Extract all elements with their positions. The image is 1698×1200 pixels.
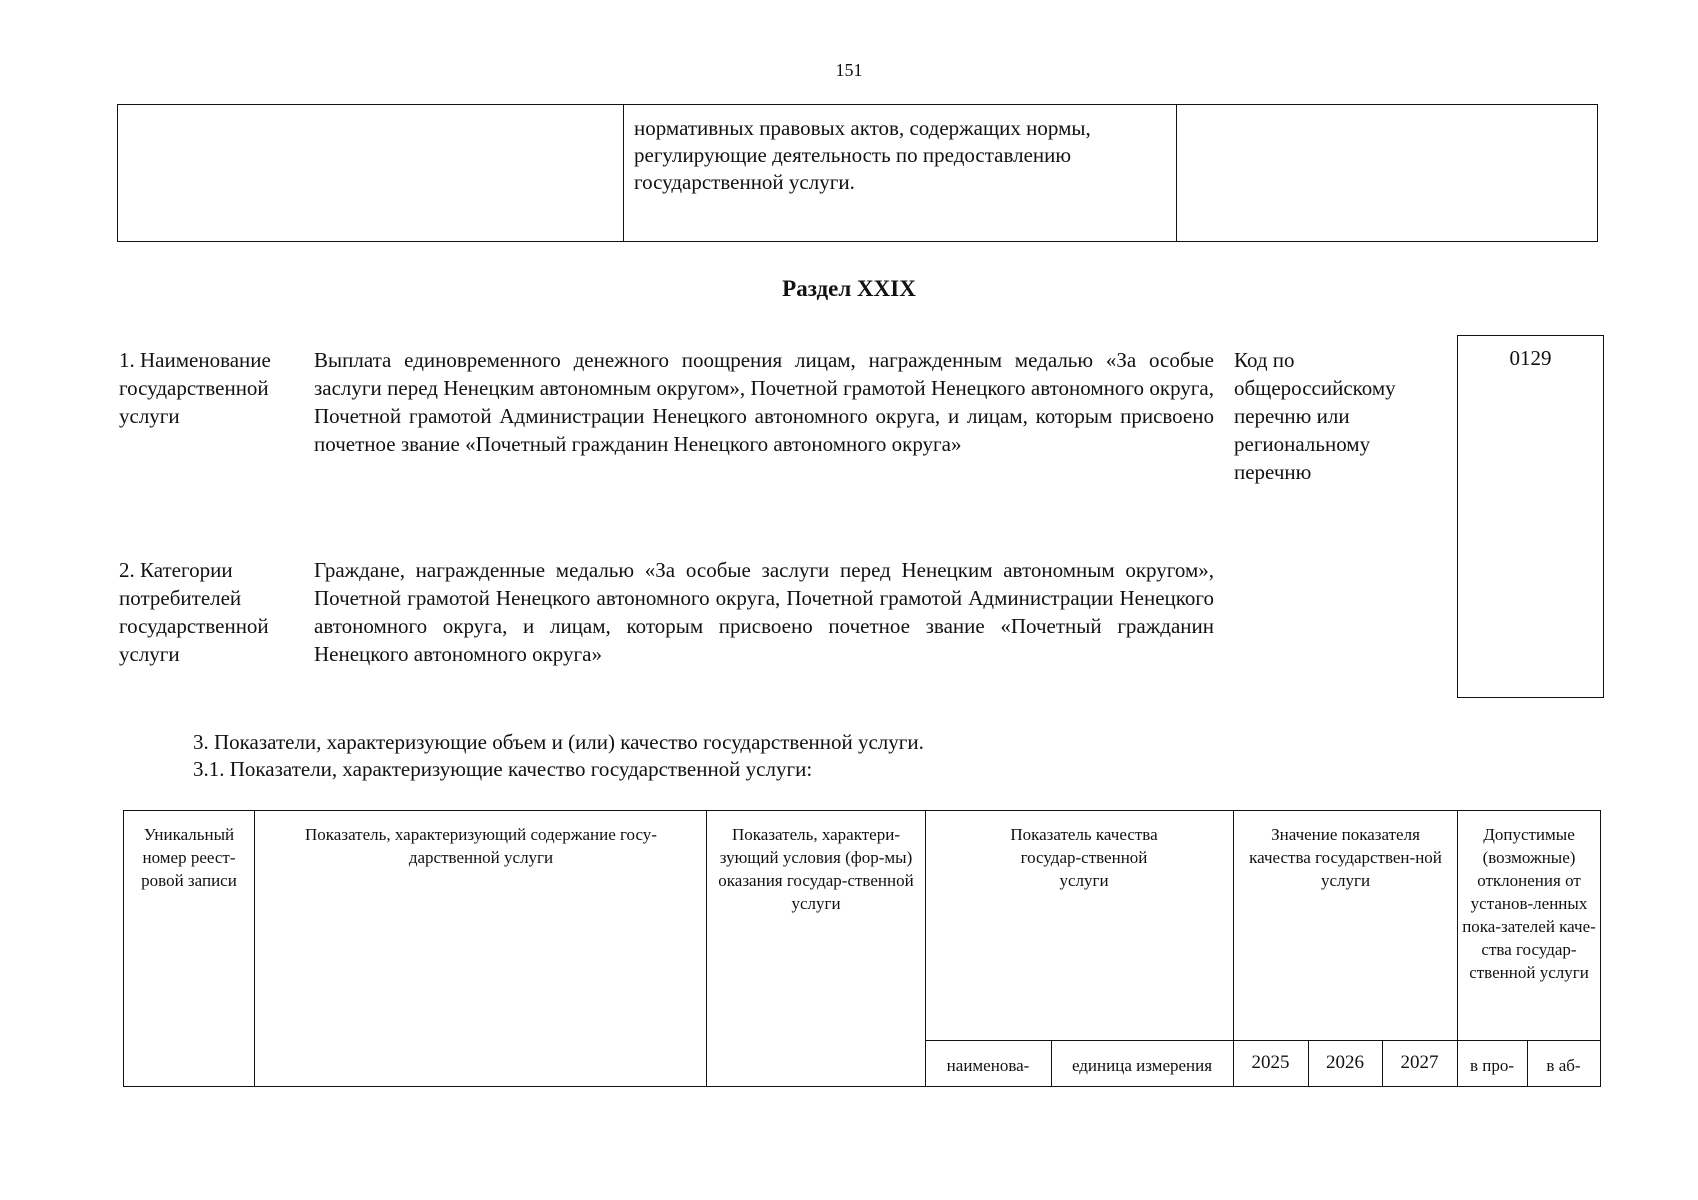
table-divider [706, 811, 707, 1086]
code-value: 0129 [1509, 346, 1552, 370]
section-title: Раздел XXIX [782, 276, 916, 301]
table-divider [925, 811, 926, 1086]
table-divider [1176, 105, 1177, 241]
paragraph-3-1: 3.1. Показатели, характеризующие качество государственной услуги: [193, 757, 813, 781]
table-divider [925, 1040, 1600, 1041]
subheader-name: наименова- [946, 1056, 1030, 1075]
page-number: 151 [835, 60, 863, 80]
header-quality-value: Значение показателя качества государствен-ной услуги [1249, 825, 1442, 890]
header-content-indicator: Показатель, характеризующий содержание госу-дарственной услуги [305, 825, 657, 867]
continuation-table [117, 104, 1598, 242]
subheader-unit: единица измерения [1071, 1056, 1213, 1075]
continuation-cell-text: нормативных правовых актов, содержащих нормы, регулирующие деятельность по предоставлению государственной услуги. [634, 116, 1091, 194]
consumer-categories-label: 2. Категории потребителей государственной услуги [119, 558, 269, 666]
service-name-label: 1. Наименование государственной услуги [119, 348, 271, 428]
table-divider [1233, 811, 1234, 1086]
table-divider [254, 811, 255, 1086]
paragraph-3: 3. Показатели, характеризующие объем и (или) качество государственной услуги. [193, 730, 924, 754]
service-name-value: Выплата единовременного денежного поощрения лицам, награжденным медалью «За особые заслуги перед Ненецким автономным округом», Почетной грамотой Ненецкого автономного округа, Почетной грамотой Администрации Ненецкого автономного округа, и лицам, которым присвоено почетное звание «Почетный гражданин Ненецкого автономного округа» [314, 348, 1214, 456]
header-unique-number: Уникальный номер реест-ровой записи [141, 825, 237, 890]
code-label: Код по общероссийскому перечню или региональному перечню [1234, 348, 1396, 484]
consumer-categories-value: Граждане, награжденные медалью «За особые заслуги перед Ненецким автономным округом», Почетной грамотой Ненецкого автономного округа, Почетной грамотой Администрации Ненецкого автономного округа, и лицам, которым присвоено почетное звание «Почетный гражданин Ненецкого автономного округа» [314, 558, 1214, 666]
subheader-year-2025: 2025 [1251, 1052, 1290, 1073]
code-box [1457, 335, 1604, 698]
header-conditions-indicator: Показатель, характери-зующий условия (фор-мы) оказания государ-ственной услуги [718, 825, 914, 913]
subheader-year-2026: 2026 [1326, 1052, 1364, 1073]
subheader-year-2027: 2027 [1400, 1052, 1439, 1073]
subheader-percent: в про- [1469, 1056, 1515, 1075]
table-divider [1457, 811, 1458, 1086]
header-quality-indicator: Показатель качества государ-ственной услуги [1010, 825, 1158, 890]
header-allowed-deviations: Допустимые (возможные) отклонения от установ-ленных пока-зателей каче-ства государ-ственной услуги [1462, 825, 1596, 982]
table-divider [623, 105, 624, 241]
subheader-absolute: в аб- [1546, 1056, 1581, 1075]
quality-indicators-table [123, 810, 1601, 1087]
